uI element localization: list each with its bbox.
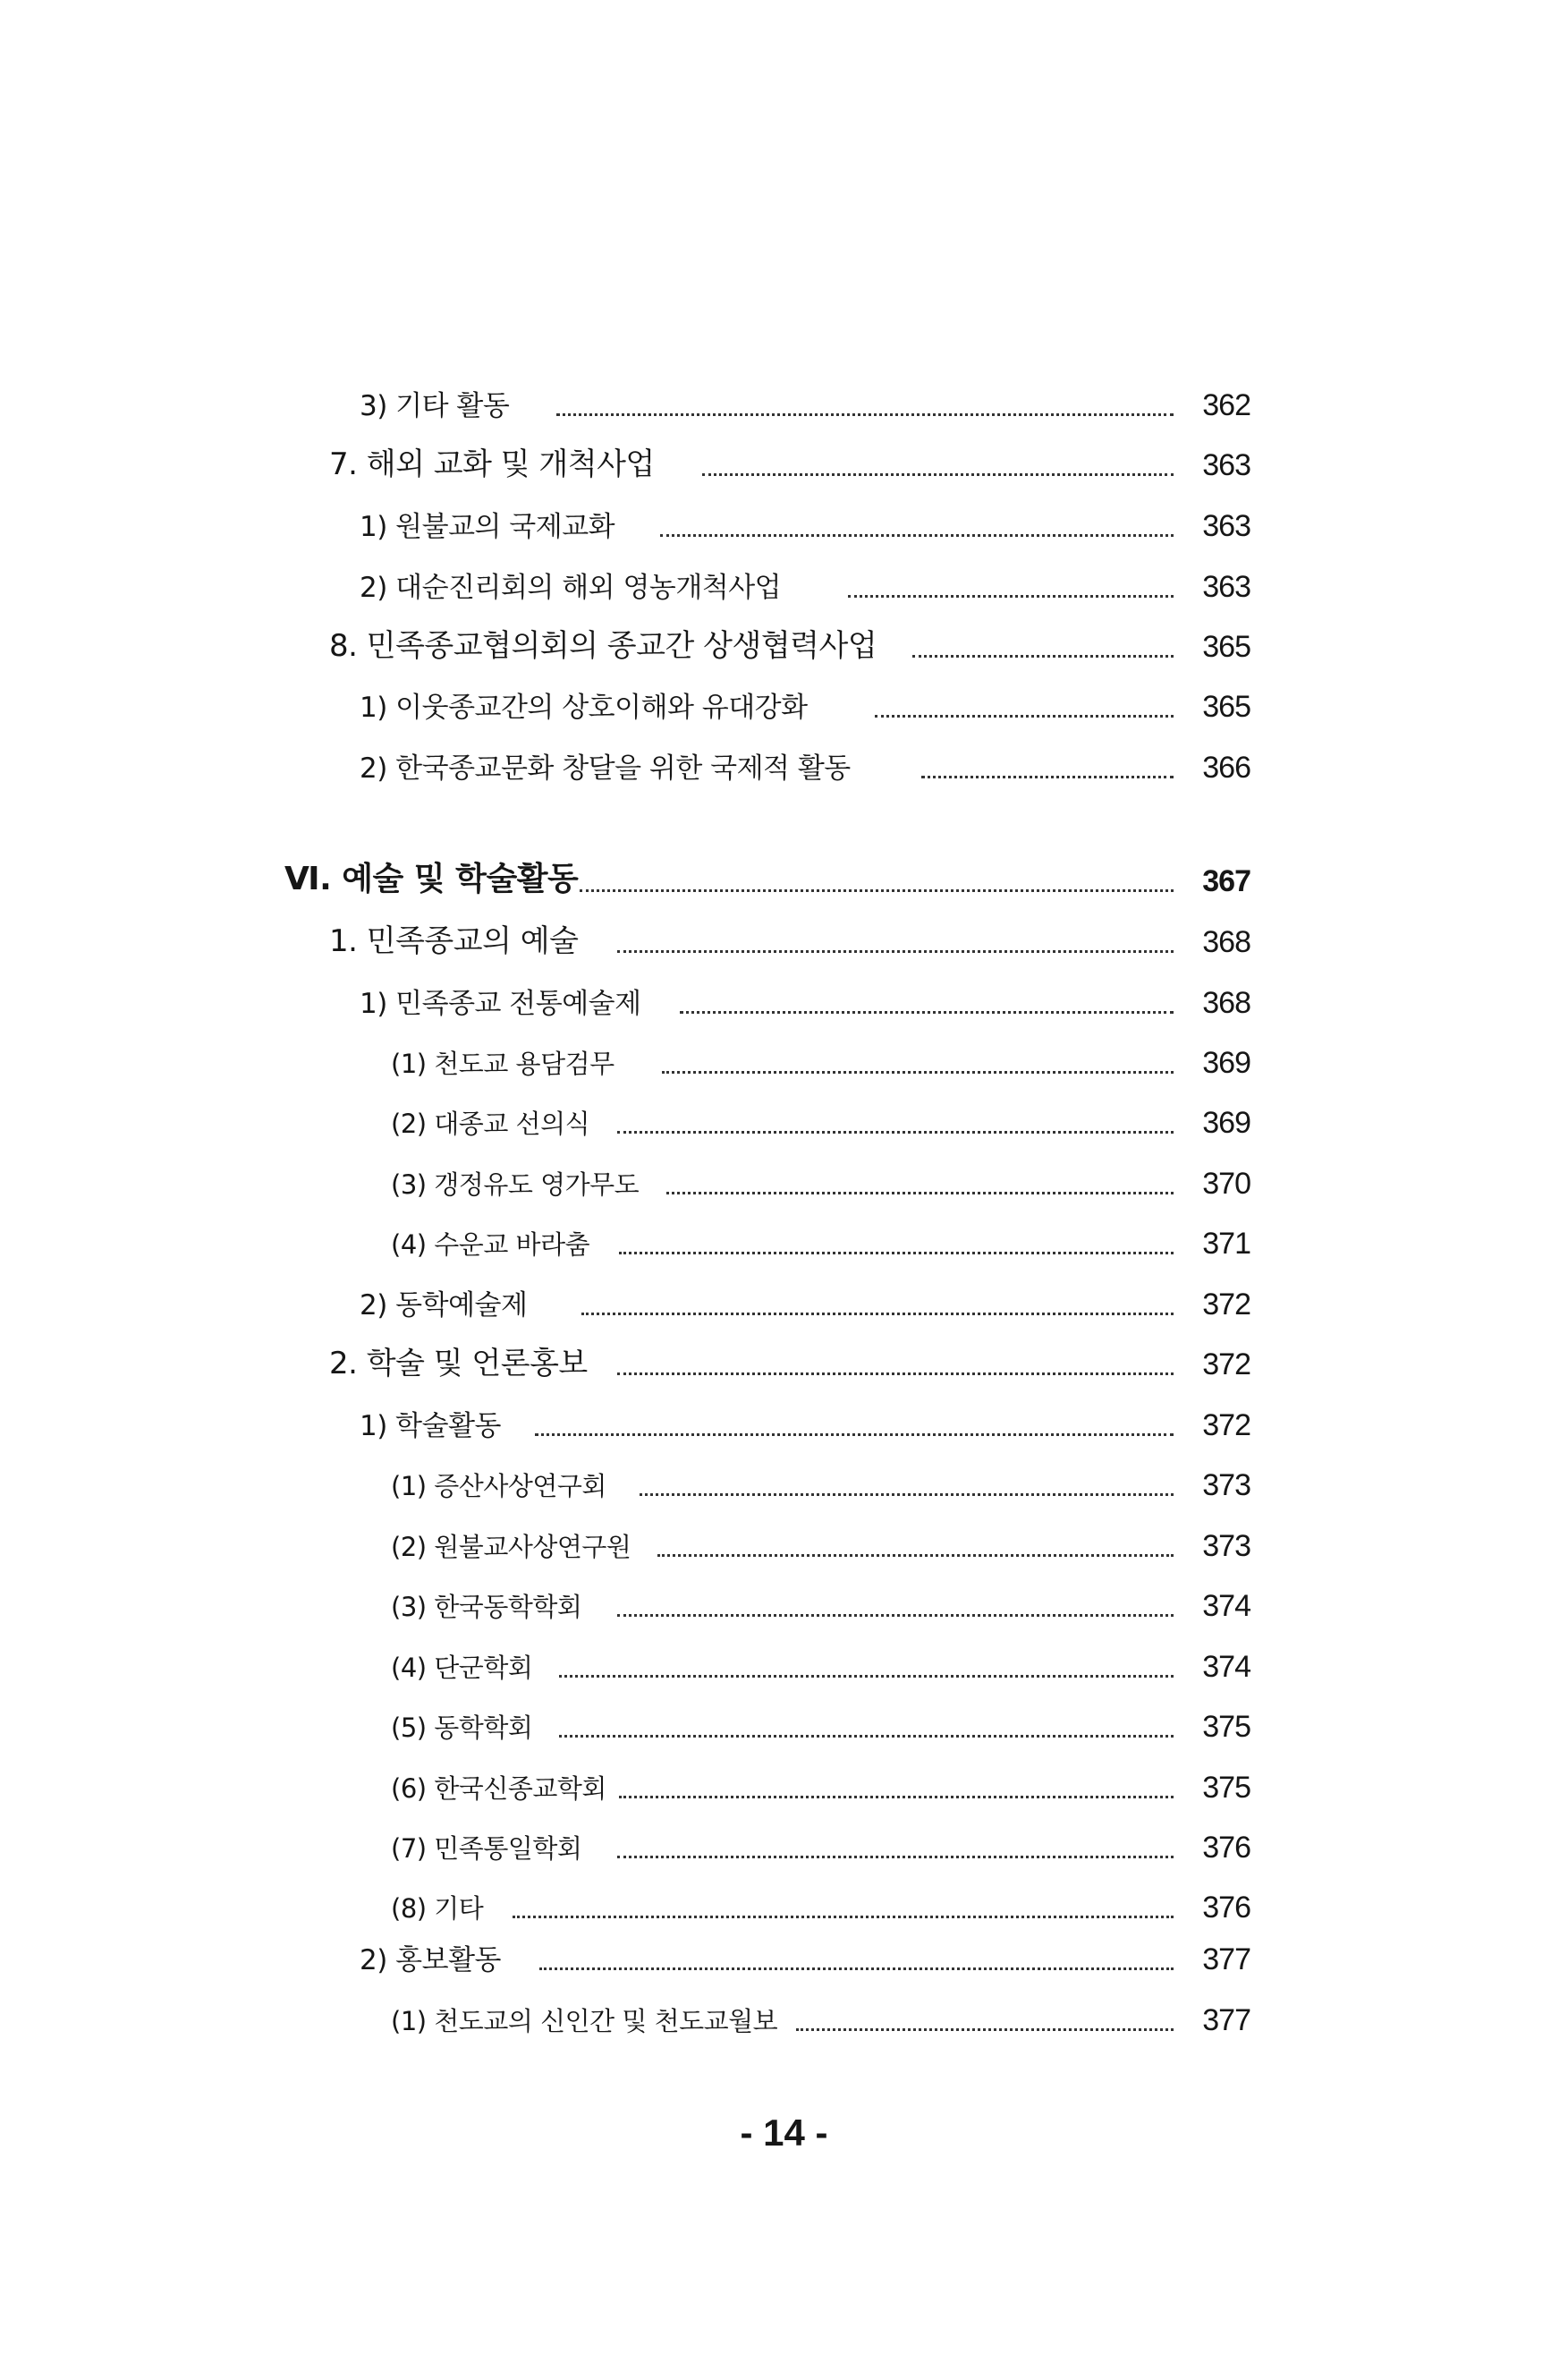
leader-dots xyxy=(619,1796,1174,1798)
leader-dots xyxy=(619,1252,1174,1254)
toc-entry xyxy=(0,1521,1568,1571)
toc-entry-label: (3) 갱정유도 영가무도 xyxy=(391,1169,640,1200)
toc-entry xyxy=(0,682,1568,732)
toc-entry-label: (1) 천도교의 신인간 및 천도교월보 xyxy=(391,2006,778,2036)
leader-dots xyxy=(539,1967,1174,1970)
toc-entry xyxy=(0,622,1568,672)
toc-entry-label: 1) 원불교의 국제교화 xyxy=(360,511,615,543)
leader-dots xyxy=(617,1372,1174,1375)
toc-entry-page: 369 xyxy=(1202,1106,1250,1140)
toc-entry-page: 374 xyxy=(1202,1589,1250,1623)
toc-entry-page: 377 xyxy=(1202,2003,1250,2037)
toc-entry xyxy=(0,743,1568,793)
leader-dots xyxy=(702,473,1174,476)
toc-entry-page: 365 xyxy=(1202,690,1250,724)
toc-entry-page: 363 xyxy=(1202,448,1250,482)
toc-entry-label: 1. 민족종교의 예술 xyxy=(329,923,579,959)
toc-entry-label: 2) 한국종교문화 창달을 위한 국제적 활동 xyxy=(360,752,851,785)
leader-dots xyxy=(559,1735,1174,1738)
toc-entry xyxy=(0,1400,1568,1450)
toc-entry-page: 376 xyxy=(1202,1831,1250,1865)
leader-dots xyxy=(617,1856,1174,1858)
toc-entry-page: 376 xyxy=(1202,1891,1250,1925)
toc-entry-label: (5) 동학학회 xyxy=(391,1712,533,1743)
leader-dots xyxy=(921,776,1174,778)
toc-entry-label: 2) 대순진리회의 해외 영농개척사업 xyxy=(360,572,782,604)
toc-entry-page: 363 xyxy=(1202,509,1250,543)
toc-entry-label: (3) 한국동학학회 xyxy=(391,1592,582,1622)
leader-dots xyxy=(556,413,1174,416)
toc-entry-label: (1) 증산사상연구회 xyxy=(391,1471,606,1501)
toc-entry xyxy=(0,440,1568,490)
toc-entry xyxy=(0,380,1568,430)
leader-dots xyxy=(657,1554,1174,1557)
toc-entry xyxy=(0,1279,1568,1330)
toc-entry xyxy=(0,1642,1568,1692)
leader-dots xyxy=(660,534,1174,537)
toc-entry-page: 371 xyxy=(1202,1227,1250,1261)
leader-dots xyxy=(581,1313,1174,1315)
toc-entry-label: (7) 민족통일학회 xyxy=(391,1833,582,1864)
toc-entry-label: 1) 이웃종교간의 상호이해와 유대강화 xyxy=(360,692,808,724)
toc-entry xyxy=(0,1823,1568,1873)
leader-dots xyxy=(559,1675,1174,1678)
leader-dots xyxy=(617,1131,1174,1134)
toc-entry-label: (4) 수운교 바라춤 xyxy=(391,1229,590,1260)
toc-entry-page: 372 xyxy=(1202,1408,1250,1442)
toc-entry-page: 377 xyxy=(1202,1942,1250,1976)
toc-entry-page: 366 xyxy=(1202,751,1250,785)
toc-entry-label: (1) 천도교 용담검무 xyxy=(391,1049,614,1079)
toc-entry xyxy=(0,1581,1568,1631)
leader-dots xyxy=(662,1071,1174,1074)
leader-dots xyxy=(580,889,1174,892)
toc-entry-label: 8. 민족종교협의회의 종교간 상생협력사업 xyxy=(329,628,877,664)
toc-entry-label: 2) 동학예술제 xyxy=(360,1289,528,1321)
toc-entry-page: 372 xyxy=(1202,1287,1250,1321)
leader-dots xyxy=(912,655,1174,658)
leader-dots xyxy=(535,1433,1174,1436)
toc-entry-page: 373 xyxy=(1202,1468,1250,1502)
toc-entry-page: 372 xyxy=(1202,1347,1250,1381)
toc-entry xyxy=(0,978,1568,1028)
toc-entry xyxy=(0,1219,1568,1269)
toc-entry-page: 362 xyxy=(1202,388,1250,422)
toc-entry xyxy=(0,917,1568,967)
leader-dots xyxy=(848,595,1174,598)
toc-entry xyxy=(0,1339,1568,1389)
page-number: - 14 - xyxy=(740,2112,828,2154)
toc-entry xyxy=(0,1882,1568,1933)
toc-entry xyxy=(0,1159,1568,1209)
toc-entry-page: 368 xyxy=(1202,986,1250,1020)
toc-entry-label: 2) 홍보활동 xyxy=(360,1944,501,1976)
leader-dots xyxy=(666,1192,1174,1194)
toc-entry-page: 375 xyxy=(1202,1710,1250,1744)
toc-entry xyxy=(0,1098,1568,1148)
toc-entry-label: 3) 기타 활동 xyxy=(360,390,510,422)
toc-entry xyxy=(0,856,1568,906)
toc-entry xyxy=(0,1763,1568,1813)
toc-entry-label: 7. 해외 교화 및 개척사업 xyxy=(329,446,655,482)
leader-dots xyxy=(680,1011,1174,1014)
toc-entry-page: 368 xyxy=(1202,925,1250,959)
toc-entry xyxy=(0,1995,1568,2045)
toc-entry-label: (2) 원불교사상연구원 xyxy=(391,1532,631,1562)
toc-entry-label: 1) 민족종교 전통예술제 xyxy=(360,988,641,1020)
toc-entry-page: 363 xyxy=(1202,570,1250,604)
leader-dots xyxy=(875,715,1174,718)
toc-entry-page: 365 xyxy=(1202,630,1250,664)
toc-entry-label: (6) 한국신종교학회 xyxy=(391,1773,606,1804)
toc-entry-label: 1) 학술활동 xyxy=(360,1410,501,1442)
toc-entry-page: 370 xyxy=(1202,1167,1250,1201)
toc-entry xyxy=(0,1460,1568,1510)
toc-entry-page: 367 xyxy=(1202,864,1250,898)
toc-entry xyxy=(0,562,1568,612)
toc-entry-label: (4) 단군학회 xyxy=(391,1653,533,1683)
toc-entry-label: (2) 대종교 선의식 xyxy=(391,1109,590,1139)
leader-dots xyxy=(617,1614,1174,1617)
toc-entry-page: 375 xyxy=(1202,1771,1250,1805)
leader-dots xyxy=(513,1916,1174,1918)
toc-entry-page: 373 xyxy=(1202,1529,1250,1563)
toc-entry-page: 374 xyxy=(1202,1650,1250,1684)
toc-entry xyxy=(0,1934,1568,1984)
toc-entry xyxy=(0,1702,1568,1752)
leader-dots xyxy=(640,1493,1174,1496)
toc-entry xyxy=(0,501,1568,551)
toc-entry-label: (8) 기타 xyxy=(391,1893,484,1924)
toc-entry-label: Ⅵ. 예술 및 학술활동 xyxy=(284,861,579,897)
leader-dots xyxy=(796,2028,1174,2031)
toc-entry xyxy=(0,1038,1568,1088)
toc-entry-page: 369 xyxy=(1202,1046,1250,1080)
toc-entry-label: 2. 학술 및 언론홍보 xyxy=(329,1346,588,1381)
leader-dots xyxy=(617,950,1174,953)
